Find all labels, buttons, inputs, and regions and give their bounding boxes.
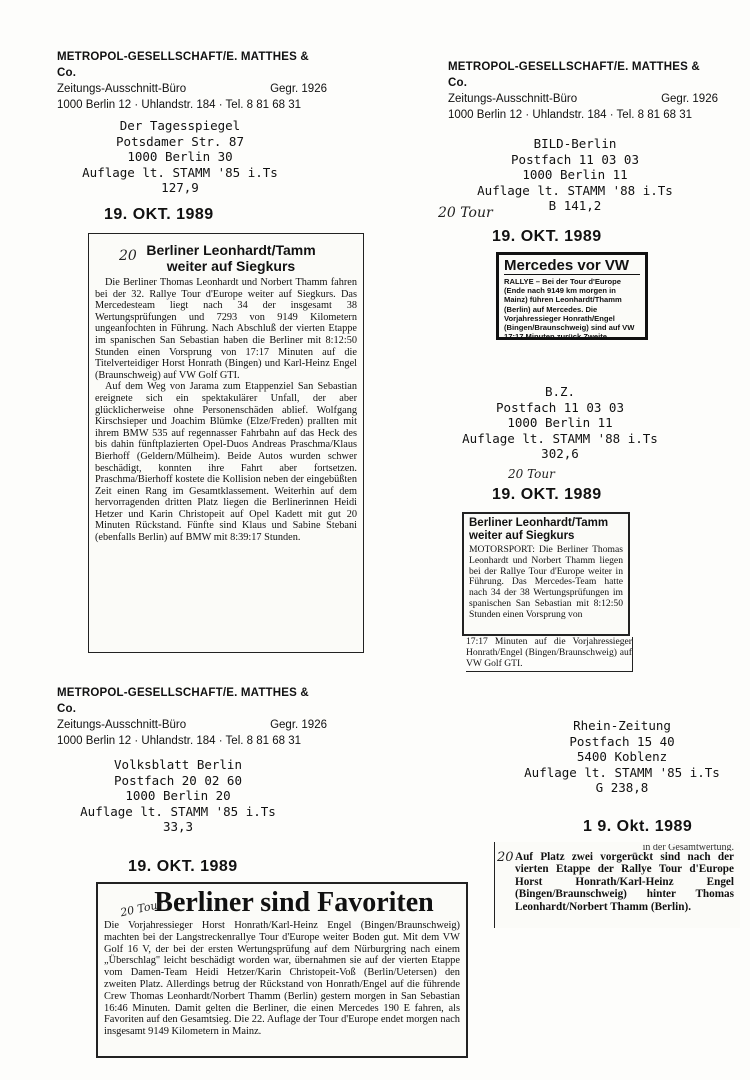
agency-address: 1000 Berlin 12 · Uhlandstr. 184 · Tel. 8 81 68 31 [57,99,302,111]
handwritten-note: 20 [119,248,137,264]
agency-office: Zeitungs-Ausschnitt-Büro [57,83,187,95]
agency-founded: Gegr. 1926 [661,93,718,105]
source-bz: B.Z. Postfach 11 03 03 1000 Berlin 11 Auflage lt. STAMM '88 i.Ts 302,6 [462,384,658,461]
headline: Berliner Leonhardt/Tamm weiter auf Siegkurs [146,242,316,274]
handwritten-note: 20 Tour [119,897,164,920]
headline: Berliner sind Favoriten [154,887,434,918]
handwritten-note: 20 Tour [508,467,555,481]
clipping-bz [462,512,630,636]
agency-name: METROPOL-GESELLSCHAFT/E. MATTHES & Co. [57,687,309,715]
agency-office: Zeitungs-Ausschnitt-Büro [448,93,578,105]
clipping-bild-berlin [496,252,648,340]
agency-name: METROPOL-GESELLSCHAFT/E. MATTHES & Co. [448,61,700,89]
clipping-volksblatt [96,882,468,1058]
date-stamp: 19. OKT. 1989 [128,858,238,875]
paragraph: Die Berliner Thomas Leonhardt und Norbert Thamm fahren bei der 32. Rallye Tour d'Europe weiter auf Siegkurs. Das Mercedesteam liegt nach 34 der insgesamt 38 Wertungsprüfungen und 7293 von 9149 Kilometern ungeanfochten in Führung. Nach Abschluß der vierten Etappe im spanischen San Sebastian haben die Berliner mit 8:12:50 Stunden einen Vorsprung von 17:17 Minuten auf die Titelverteidiger Horst Honrath (Bingen) und Karl-Heinz Engel (Braunschweig) auf VW Golf GTI. [95,277,357,381]
agency-founded: Gegr. 1926 [270,83,327,95]
source-rhein-zeitung: Rhein-Zeitung Postfach 15 40 5400 Koblenz Auflage lt. STAMM '85 i.Ts G 238,8 [524,718,720,795]
source-tagesspiegel: Der Tagesspiegel Potsdamer Str. 87 1000 Berlin 30 Auflage lt. STAMM '85 i.Ts 127,9 [82,118,278,195]
paragraph: Auf dem Weg von Jarama zum Etappenziel San Sebastian ereignete sich ein spektakulärer Unfall, der aber glücklicherweise ohne Personenschäden ablief. Wolfgang Kirschsieper und Joachim Blümke (Elze/Freden) prallten mit ihrem BMW 535 auf regennasser Fahrbahn auf das Heck des bis dahin fünftplazierten Opel-Duos Andreas Praschma/Klaus Bierhoff (Geldern/Mülheim). Beide Autos wurden schwer beschädigt, konnten ihre Fahrt aber fortsetzen. Praschma/Bierhoff kostete die Kollision neben der eingebüßten Zeit einen Rang im Gesamtklassement. Weiterhin auf dem hervorragenden dritten Platz liegen die Berlinerinnen Heidi Hetzer und Karin Christopeit auf Opel Kadett mit gut 20 Minuten Rückstand. Fünfte sind Klaus und Sabine Stebani (ebenfalls Berlin) auf BMW mit 8:39:17 Stunden. [95,381,357,544]
agency-name: METROPOL-GESELLSCHAFT/E. MATTHES & Co. [57,51,309,79]
article-body: RALLYE – Bei der Tour d'Europe (Ende nach 9149 km morgen in Mainz) führen Leonhardt/Thamm (Berlin) auf Mercedes. Die Vorjahressieger Honrath/Engel (Bingen/Braunschweig) sind auf VW 17:17 Minuten zurück Zweite. [504,277,635,342]
headline: Mercedes vor VW [504,257,640,275]
date-stamp: 19. OKT. 1989 [104,206,214,223]
agency-address: 1000 Berlin 12 · Uhlandstr. 184 · Tel. 8 81 68 31 [448,109,693,121]
clipping-rhein-zeitung [494,842,740,928]
agency-header-1 [57,49,327,113]
source-volksblatt: Volksblatt Berlin Postfach 20 02 60 1000 Berlin 20 Auflage lt. STAMM '85 i.Ts 33,3 [80,757,276,834]
clipping-tagesspiegel [88,233,364,653]
handwritten-note: 20 Tour [438,205,493,221]
date-stamp: 19. OKT. 1989 [492,228,602,245]
cut-off-line: in der Gesamtwertung. [642,844,734,851]
agency-office: Zeitungs-Ausschnitt-Büro [57,719,187,731]
article-body [95,277,357,544]
date-stamp: 1 9. Okt. 1989 [583,818,693,835]
agency-header-2 [448,59,718,123]
handwritten-note: 20 [497,850,514,865]
article-body: Die Vorjahressieger Horst Honrath/Karl-Heinz Engel (Bingen/Braunschweig) machten bei der Langstreckenrallye Tour d'Europe weiter Boden gut. Mit dem VW Golf 16 V, der bei der ersten Wertungsprüfung auf dem Nürburgring nach einem „Überschlag" leicht beschädigt worden war, übernahmen sie auf der vierten Etappe vom Damen-Team Heidi Hetzer/Karin Christopeit-Voß (Berlin/Uetersen) den zweiten Platz. Allerdings betrug der Rückstand von Honrath/Engel auf die führende Crew Thomas Leonhardt/Norbert Thamm (Berlin) gestern morgen in San Sebastian 16:46 Minuten. Damit gelten die Berliner, die einen Mercedes 190 E fahren, als Favoriten auf den Gesamtsieg. Die 22. Auflage der Tour d'Europe endet morgen nach insgesamt 9149 Kilometern in Mainz. [104,920,460,1038]
agency-founded: Gegr. 1926 [270,719,327,731]
article-continuation: 17:17 Minuten auf die Vorjahressieger Honrath/Engel (Bingen/Braunschweig) auf VW Golf GTI. [466,637,633,672]
agency-header-3 [57,685,327,749]
headline: Berliner Leonhardt/Tamm weiter auf Siegkurs [469,517,609,542]
date-stamp: 19. OKT. 1989 [492,486,602,503]
article-body: Auf Platz zwei vorgerückt sind nach der vierten Etappe der Rallye Tour d'Europe Horst Honrath/Karl-Heinz Engel (Bingen/Braunschweig) hinter Thomas Leonhardt/Norbert Thamm (Berlin). [515,851,734,913]
article-body: MOTORSPORT: Die Berliner Thomas Leonhardt und Norbert Thamm liegen bei der Rallye Tour d'Europe weiter in Führung. Das Mercedes-Team hatte nach 34 der 38 Wertungsprüfungen im spanischen San Sebastian mit 8:12:50 Stunden einen Vorsprung von [469,544,623,620]
source-bild-berlin: BILD-Berlin Postfach 11 03 03 1000 Berlin 11 Auflage lt. STAMM '88 i.Ts B 141,2 [477,136,673,213]
agency-address: 1000 Berlin 12 · Uhlandstr. 184 · Tel. 8 81 68 31 [57,735,302,747]
